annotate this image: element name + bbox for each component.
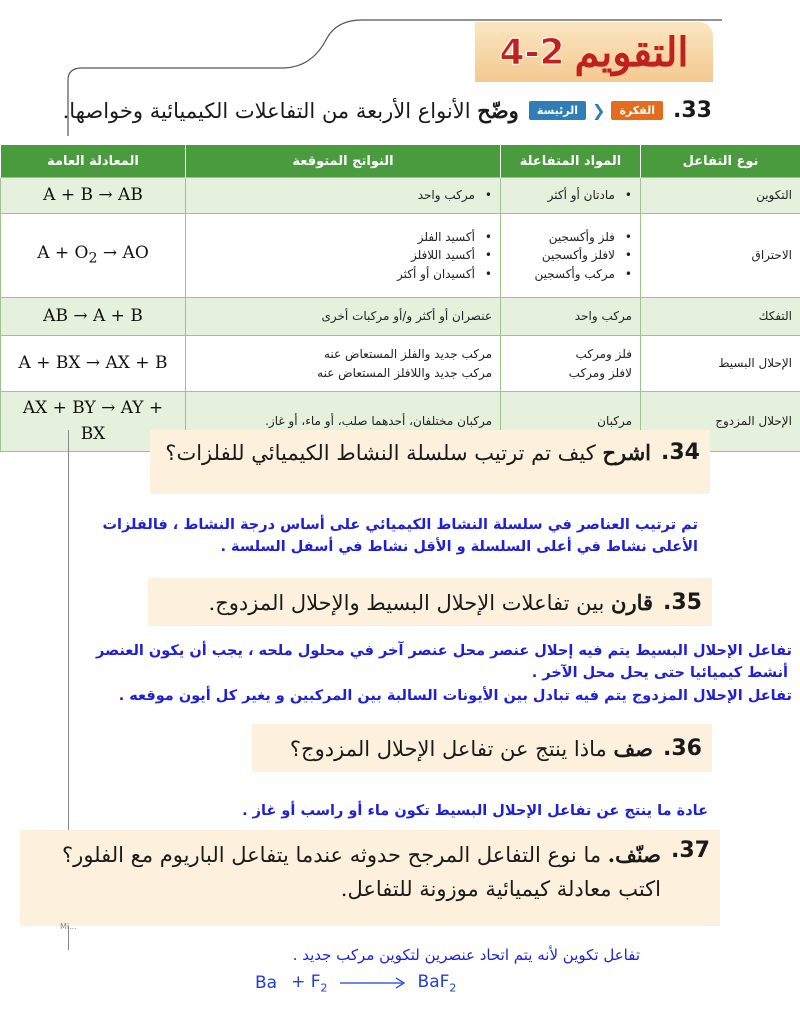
- table-header-row: [1, 145, 800, 178]
- column-header: النواتج المتوقعة: [186, 145, 501, 178]
- general-equation: A + BX → AX + B: [1, 336, 186, 392]
- question-35: [148, 578, 712, 626]
- section-title-banner: [475, 22, 713, 82]
- question-text: قارن بين تفاعلات الإحلال البسيط والإحلال المزدوج.: [208, 589, 654, 615]
- general-equation: AB → A + B: [1, 298, 186, 336]
- products-cell: مركبان مختلفان، أحدهما صلب، أو ماء، أو غاز.: [186, 392, 501, 452]
- reaction-type: التفكك: [641, 298, 800, 336]
- table-row: [1, 214, 800, 298]
- table-row: [1, 336, 800, 392]
- tag-main: الرئيسة: [529, 101, 586, 120]
- answer-34: تم ترتيب العناصر في سلسلة النشاط الكيميائي على أساس درجة النشاط ، فالفلزات الأعلى نشاط في أعلى السلسلة و الأقل نشاط في أسفل السلسة .: [102, 517, 698, 556]
- chevron-left-icon: ❮: [592, 100, 606, 120]
- question-number: 36.: [663, 735, 702, 761]
- reaction-type: الاحتراق: [641, 214, 800, 298]
- question-number: 34.: [661, 440, 700, 465]
- general-equation: AX + BY → AY + BX: [1, 392, 186, 452]
- column-header: المعادلة العامة: [1, 145, 186, 178]
- question-text: صنّف. ما نوع التفاعل المرجح حدوثه عندما يتفاعل الباريوم مع الفلور؟ اكتب معادلة كيميائية موزونة للتفاعل.: [62, 842, 662, 901]
- question-36: [252, 724, 712, 772]
- question-37: [20, 830, 720, 926]
- column-header: المواد المتفاعلة: [501, 145, 641, 178]
- question-text: اشرح كيف تم ترتيب سلسلة النشاط الكيميائي للفلزات؟: [165, 440, 652, 465]
- section-title: التقويم: [574, 28, 689, 76]
- reaction-type: التكوين: [641, 178, 800, 214]
- table-row: [1, 298, 800, 336]
- products-cell: مركب جديد والفلز المستعاض عنه مركب جديد واللافلز المستعاض عنه: [186, 336, 501, 392]
- reaction-type: الإحلال المزدوج: [641, 392, 800, 452]
- question-number: 35.: [663, 589, 702, 615]
- section-number: 4-2: [499, 31, 565, 73]
- general-equation: A + B → AB: [1, 178, 186, 214]
- reaction-types-table: [0, 145, 800, 452]
- answer-35: تفاعل الإحلال البسيط يتم فيه إحلال عنصر محل عنصر آخر في محلول ملحه ، يجب أن يكون العنصر أنشط كيميائيا حتى يحل محل الآخر . تفاعل الإحلال المزدوج يتم فيه تبادل بين الأيونات السالبة بين المركبين و يغير كل أيون موقعه .: [96, 643, 792, 704]
- question-number: 33.: [673, 97, 712, 123]
- reactants-cell: مركبان: [501, 392, 641, 452]
- question-number: 37.: [671, 838, 710, 863]
- general-equation: $A + O_2$ → AO: [1, 214, 186, 298]
- products-cell: عنصران أو أكثر و/أو مركبات أخرى: [186, 298, 501, 336]
- reaction-arrow-icon: [338, 976, 408, 990]
- question-34: [150, 430, 710, 494]
- answer-37: تفاعل تكوين لأنه يتم اتحاد عنصرين لتكوين مركب جديد .: [292, 946, 640, 964]
- products-cell: • أكسيد الفلز • أكسيد اللافلز • أكسيدان أو أكثر: [186, 214, 501, 298]
- answer-36: عادة ما ينتج عن تفاعل الإحلال البسيط تكون ماء أو راسب أو غاز .: [242, 803, 708, 819]
- reactants-cell: مركب واحد: [501, 298, 641, 336]
- reactants-cell: فلز ومركب لافلز ومركب: [501, 336, 641, 392]
- reaction-type: الإحلال البسيط: [641, 336, 800, 392]
- question-text: وضّح الأنواع الأربعة من التفاعلات الكيميائية وخواصها.: [62, 97, 519, 123]
- table-row: [1, 178, 800, 214]
- reactants-cell: • فلز وأكسجين • لافلز وأكسجين • مركب وأكسجين: [501, 214, 641, 298]
- column-header: نوع التفاعل: [641, 145, 800, 178]
- tag-idea: الفكرة: [611, 101, 663, 120]
- balanced-equation: Ba + $F_2$ BaF$_2$: [255, 972, 457, 995]
- question-33: [10, 88, 712, 132]
- reactants-cell: • مادتان أو أكثر: [501, 178, 641, 214]
- products-cell: • مركب واحد: [186, 178, 501, 214]
- question-text: صف ماذا ينتج عن تفاعل الإحلال المزدوج؟: [289, 735, 654, 761]
- footer-mark: Mi...: [60, 922, 77, 931]
